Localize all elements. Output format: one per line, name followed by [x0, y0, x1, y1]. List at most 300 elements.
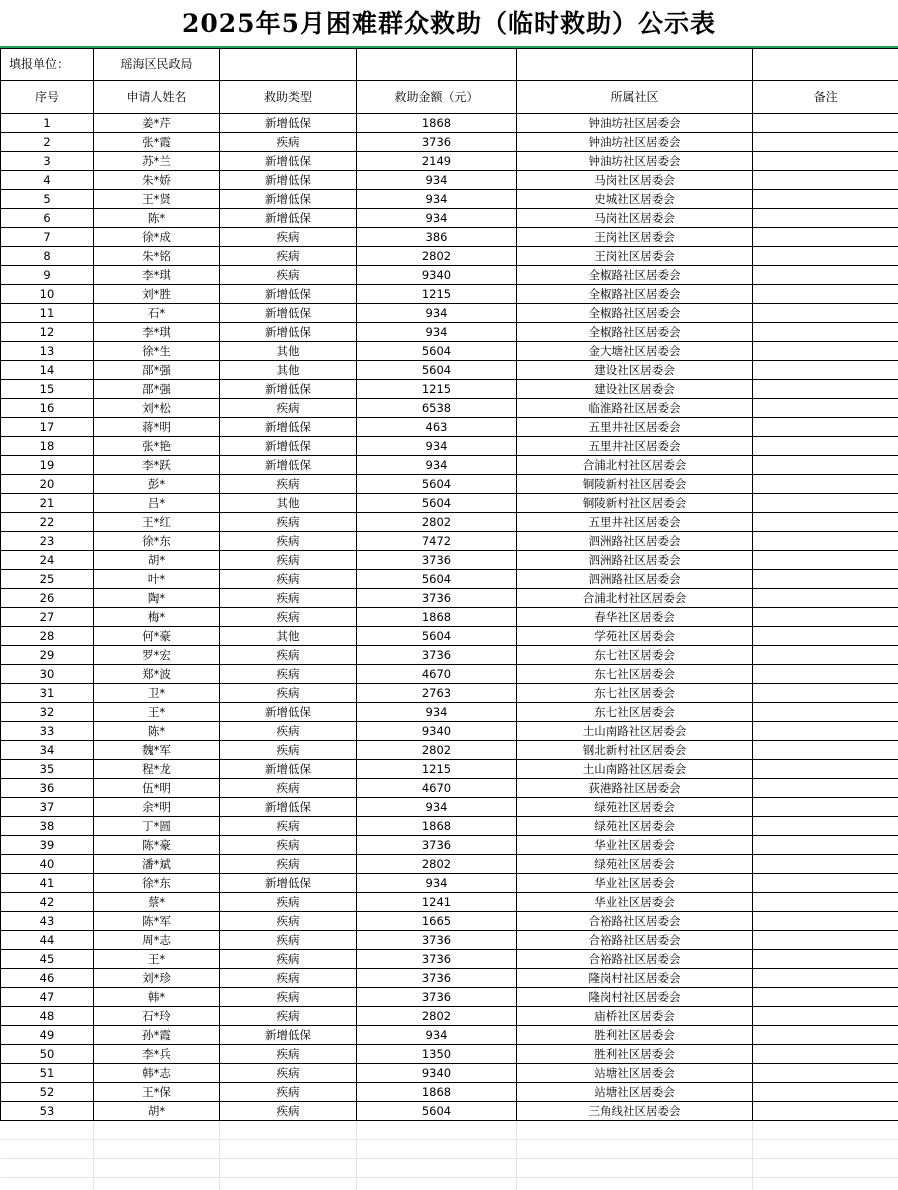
cell-index[interactable]: 16 [1, 399, 94, 418]
cell-amount[interactable]: 4670 [357, 665, 517, 684]
cell-remark[interactable] [753, 114, 898, 133]
empty-cell[interactable] [220, 1159, 357, 1178]
cell-type[interactable]: 疾病 [220, 589, 357, 608]
cell-index[interactable]: 19 [1, 456, 94, 475]
cell-index[interactable]: 14 [1, 361, 94, 380]
cell-amount[interactable]: 934 [357, 703, 517, 722]
empty-cell[interactable] [517, 1178, 753, 1190]
cell-remark[interactable] [753, 589, 898, 608]
cell-index[interactable]: 2 [1, 133, 94, 152]
cell-type[interactable]: 新增低保 [220, 437, 357, 456]
cell-community[interactable]: 泗洲路社区居委会 [517, 551, 753, 570]
cell-index[interactable]: 49 [1, 1026, 94, 1045]
cell-name[interactable]: 胡* [94, 1102, 220, 1121]
cell-community[interactable]: 绿苑社区居委会 [517, 817, 753, 836]
header-community[interactable]: 所属社区 [517, 81, 753, 114]
cell-type[interactable]: 新增低保 [220, 171, 357, 190]
cell-amount[interactable]: 3736 [357, 836, 517, 855]
cell-index[interactable]: 50 [1, 1045, 94, 1064]
cell-community[interactable]: 建设社区居委会 [517, 380, 753, 399]
cell-type[interactable]: 新增低保 [220, 380, 357, 399]
cell-remark[interactable] [753, 722, 898, 741]
cell-name[interactable]: 彭* [94, 475, 220, 494]
cell-amount[interactable]: 463 [357, 418, 517, 437]
cell-amount[interactable]: 5604 [357, 494, 517, 513]
cell-community[interactable]: 绿苑社区居委会 [517, 855, 753, 874]
cell-index[interactable]: 48 [1, 1007, 94, 1026]
cell-type[interactable]: 疾病 [220, 551, 357, 570]
cell-community[interactable]: 五里井社区居委会 [517, 513, 753, 532]
cell-name[interactable]: 王*红 [94, 513, 220, 532]
cell-amount[interactable]: 934 [357, 304, 517, 323]
cell-type[interactable]: 疾病 [220, 988, 357, 1007]
cell-amount[interactable]: 5604 [357, 342, 517, 361]
cell-community[interactable]: 泗洲路社区居委会 [517, 532, 753, 551]
cell-name[interactable]: 徐*成 [94, 228, 220, 247]
cell-community[interactable]: 隆岗村社区居委会 [517, 988, 753, 1007]
cell-community[interactable]: 胜利社区居委会 [517, 1026, 753, 1045]
cell-name[interactable]: 陈* [94, 722, 220, 741]
table-cell[interactable] [753, 49, 898, 81]
filler-label[interactable]: 填报单位： [1, 49, 94, 81]
cell-remark[interactable] [753, 1026, 898, 1045]
cell-name[interactable]: 韩* [94, 988, 220, 1007]
cell-name[interactable]: 张*霞 [94, 133, 220, 152]
cell-amount[interactable]: 2802 [357, 855, 517, 874]
cell-type[interactable]: 疾病 [220, 722, 357, 741]
cell-type[interactable]: 其他 [220, 494, 357, 513]
cell-index[interactable]: 4 [1, 171, 94, 190]
cell-community[interactable]: 建设社区居委会 [517, 361, 753, 380]
cell-community[interactable]: 绿苑社区居委会 [517, 798, 753, 817]
cell-name[interactable]: 卫* [94, 684, 220, 703]
header-type[interactable]: 救助类型 [220, 81, 357, 114]
cell-index[interactable]: 32 [1, 703, 94, 722]
cell-name[interactable]: 石* [94, 304, 220, 323]
cell-type[interactable]: 疾病 [220, 969, 357, 988]
empty-cell[interactable] [220, 1121, 357, 1140]
cell-remark[interactable] [753, 1045, 898, 1064]
cell-amount[interactable]: 1868 [357, 1083, 517, 1102]
cell-amount[interactable]: 386 [357, 228, 517, 247]
cell-index[interactable]: 37 [1, 798, 94, 817]
cell-community[interactable]: 五里井社区居委会 [517, 437, 753, 456]
cell-community[interactable]: 马岗社区居委会 [517, 171, 753, 190]
cell-amount[interactable]: 1215 [357, 760, 517, 779]
cell-type[interactable]: 疾病 [220, 1064, 357, 1083]
cell-name[interactable]: 陶* [94, 589, 220, 608]
empty-cell[interactable] [357, 1159, 517, 1178]
cell-index[interactable]: 6 [1, 209, 94, 228]
cell-remark[interactable] [753, 304, 898, 323]
cell-amount[interactable]: 3736 [357, 969, 517, 988]
cell-index[interactable]: 34 [1, 741, 94, 760]
cell-amount[interactable]: 3736 [357, 950, 517, 969]
cell-amount[interactable]: 5604 [357, 570, 517, 589]
cell-name[interactable]: 王*贤 [94, 190, 220, 209]
cell-type[interactable]: 疾病 [220, 399, 357, 418]
cell-name[interactable]: 邵*强 [94, 380, 220, 399]
cell-name[interactable]: 朱*娇 [94, 171, 220, 190]
cell-remark[interactable] [753, 133, 898, 152]
cell-index[interactable]: 3 [1, 152, 94, 171]
cell-remark[interactable] [753, 532, 898, 551]
cell-name[interactable]: 王*保 [94, 1083, 220, 1102]
cell-index[interactable]: 30 [1, 665, 94, 684]
cell-name[interactable]: 梅* [94, 608, 220, 627]
cell-remark[interactable] [753, 741, 898, 760]
cell-amount[interactable]: 5604 [357, 361, 517, 380]
cell-name[interactable]: 王* [94, 950, 220, 969]
cell-amount[interactable]: 4670 [357, 779, 517, 798]
cell-name[interactable]: 李*琪 [94, 323, 220, 342]
cell-type[interactable]: 疾病 [220, 950, 357, 969]
cell-name[interactable]: 石*玲 [94, 1007, 220, 1026]
cell-community[interactable]: 马岗社区居委会 [517, 209, 753, 228]
header-remark[interactable]: 备注 [753, 81, 898, 114]
empty-cell[interactable] [517, 1121, 753, 1140]
cell-remark[interactable] [753, 171, 898, 190]
cell-name[interactable]: 李*兵 [94, 1045, 220, 1064]
cell-index[interactable]: 11 [1, 304, 94, 323]
cell-index[interactable]: 12 [1, 323, 94, 342]
cell-type[interactable]: 其他 [220, 361, 357, 380]
cell-community[interactable]: 站塘社区居委会 [517, 1083, 753, 1102]
cell-amount[interactable]: 3736 [357, 988, 517, 1007]
cell-remark[interactable] [753, 874, 898, 893]
cell-community[interactable]: 史城社区居委会 [517, 190, 753, 209]
cell-remark[interactable] [753, 437, 898, 456]
cell-index[interactable]: 10 [1, 285, 94, 304]
cell-community[interactable]: 东七社区居委会 [517, 665, 753, 684]
cell-name[interactable]: 吕* [94, 494, 220, 513]
cell-amount[interactable]: 934 [357, 437, 517, 456]
cell-remark[interactable] [753, 703, 898, 722]
cell-community[interactable]: 合裕路社区居委会 [517, 950, 753, 969]
cell-name[interactable]: 潘*斌 [94, 855, 220, 874]
cell-name[interactable]: 程*龙 [94, 760, 220, 779]
cell-remark[interactable] [753, 798, 898, 817]
cell-remark[interactable] [753, 912, 898, 931]
cell-name[interactable]: 陈* [94, 209, 220, 228]
cell-remark[interactable] [753, 1007, 898, 1026]
cell-amount[interactable]: 2802 [357, 247, 517, 266]
cell-remark[interactable] [753, 494, 898, 513]
cell-community[interactable]: 钟油坊社区居委会 [517, 133, 753, 152]
empty-cell[interactable] [94, 1140, 220, 1159]
cell-index[interactable]: 38 [1, 817, 94, 836]
cell-type[interactable]: 新增低保 [220, 152, 357, 171]
cell-community[interactable]: 五里井社区居委会 [517, 418, 753, 437]
cell-name[interactable]: 陈*豪 [94, 836, 220, 855]
cell-remark[interactable] [753, 323, 898, 342]
cell-remark[interactable] [753, 380, 898, 399]
cell-type[interactable]: 疾病 [220, 817, 357, 836]
cell-remark[interactable] [753, 855, 898, 874]
cell-name[interactable]: 陈*军 [94, 912, 220, 931]
cell-community[interactable]: 学苑社区居委会 [517, 627, 753, 646]
cell-type[interactable]: 新增低保 [220, 190, 357, 209]
cell-amount[interactable]: 5604 [357, 627, 517, 646]
cell-type[interactable]: 新增低保 [220, 1026, 357, 1045]
cell-type[interactable]: 疾病 [220, 855, 357, 874]
cell-community[interactable]: 东七社区居委会 [517, 646, 753, 665]
cell-index[interactable]: 36 [1, 779, 94, 798]
cell-name[interactable]: 姜*芹 [94, 114, 220, 133]
cell-name[interactable]: 叶* [94, 570, 220, 589]
cell-name[interactable]: 丁*圆 [94, 817, 220, 836]
empty-cell[interactable] [753, 1121, 898, 1140]
cell-type[interactable]: 疾病 [220, 513, 357, 532]
cell-name[interactable]: 郑*波 [94, 665, 220, 684]
cell-community[interactable]: 土山南路社区居委会 [517, 722, 753, 741]
cell-remark[interactable] [753, 266, 898, 285]
cell-amount[interactable]: 2149 [357, 152, 517, 171]
cell-community[interactable]: 王岗社区居委会 [517, 228, 753, 247]
cell-name[interactable]: 周*志 [94, 931, 220, 950]
cell-community[interactable]: 胜利社区居委会 [517, 1045, 753, 1064]
cell-community[interactable]: 钢北新村社区居委会 [517, 741, 753, 760]
cell-community[interactable]: 华业社区居委会 [517, 874, 753, 893]
cell-index[interactable]: 53 [1, 1102, 94, 1121]
cell-remark[interactable] [753, 627, 898, 646]
cell-community[interactable]: 全椒路社区居委会 [517, 285, 753, 304]
cell-community[interactable]: 合裕路社区居委会 [517, 912, 753, 931]
cell-community[interactable]: 钟油坊社区居委会 [517, 114, 753, 133]
cell-remark[interactable] [753, 418, 898, 437]
cell-amount[interactable]: 1665 [357, 912, 517, 931]
cell-amount[interactable]: 3736 [357, 589, 517, 608]
cell-community[interactable]: 临淮路社区居委会 [517, 399, 753, 418]
cell-type[interactable]: 新增低保 [220, 760, 357, 779]
cell-remark[interactable] [753, 817, 898, 836]
cell-index[interactable]: 52 [1, 1083, 94, 1102]
cell-amount[interactable]: 934 [357, 190, 517, 209]
cell-type[interactable]: 疾病 [220, 475, 357, 494]
cell-type[interactable]: 新增低保 [220, 114, 357, 133]
cell-name[interactable]: 李*跃 [94, 456, 220, 475]
cell-remark[interactable] [753, 1064, 898, 1083]
empty-cell[interactable] [357, 1140, 517, 1159]
cell-name[interactable]: 韩*志 [94, 1064, 220, 1083]
empty-cell[interactable] [1, 1140, 94, 1159]
cell-index[interactable]: 22 [1, 513, 94, 532]
cell-remark[interactable] [753, 665, 898, 684]
table-cell[interactable] [357, 49, 517, 81]
cell-index[interactable]: 25 [1, 570, 94, 589]
cell-type[interactable]: 疾病 [220, 779, 357, 798]
cell-type[interactable]: 疾病 [220, 893, 357, 912]
cell-community[interactable]: 钟油坊社区居委会 [517, 152, 753, 171]
cell-amount[interactable]: 5604 [357, 475, 517, 494]
cell-index[interactable]: 31 [1, 684, 94, 703]
cell-index[interactable]: 43 [1, 912, 94, 931]
empty-cell[interactable] [357, 1121, 517, 1140]
empty-cell[interactable] [220, 1140, 357, 1159]
cell-type[interactable]: 新增低保 [220, 456, 357, 475]
cell-remark[interactable] [753, 646, 898, 665]
empty-cell[interactable] [517, 1140, 753, 1159]
empty-cell[interactable] [753, 1159, 898, 1178]
cell-remark[interactable] [753, 228, 898, 247]
cell-community[interactable]: 土山南路社区居委会 [517, 760, 753, 779]
cell-amount[interactable]: 934 [357, 456, 517, 475]
cell-amount[interactable]: 2802 [357, 741, 517, 760]
cell-type[interactable]: 新增低保 [220, 798, 357, 817]
cell-community[interactable]: 站塘社区居委会 [517, 1064, 753, 1083]
cell-name[interactable]: 朱*铭 [94, 247, 220, 266]
cell-type[interactable]: 疾病 [220, 228, 357, 247]
cell-index[interactable]: 5 [1, 190, 94, 209]
cell-name[interactable]: 徐*生 [94, 342, 220, 361]
empty-cell[interactable] [1, 1121, 94, 1140]
cell-type[interactable]: 新增低保 [220, 703, 357, 722]
cell-type[interactable]: 新增低保 [220, 418, 357, 437]
cell-amount[interactable]: 1215 [357, 380, 517, 399]
cell-index[interactable]: 45 [1, 950, 94, 969]
cell-name[interactable]: 徐*东 [94, 874, 220, 893]
cell-name[interactable]: 罗*宏 [94, 646, 220, 665]
cell-index[interactable]: 35 [1, 760, 94, 779]
cell-amount[interactable]: 934 [357, 874, 517, 893]
cell-community[interactable]: 隆岗村社区居委会 [517, 969, 753, 988]
cell-amount[interactable]: 934 [357, 171, 517, 190]
cell-amount[interactable]: 3736 [357, 133, 517, 152]
cell-type[interactable]: 疾病 [220, 665, 357, 684]
empty-cell[interactable] [753, 1140, 898, 1159]
cell-type[interactable]: 疾病 [220, 646, 357, 665]
cell-amount[interactable]: 9340 [357, 1064, 517, 1083]
cell-name[interactable]: 王* [94, 703, 220, 722]
cell-type[interactable]: 疾病 [220, 608, 357, 627]
cell-name[interactable]: 张*艳 [94, 437, 220, 456]
cell-type[interactable]: 疾病 [220, 931, 357, 950]
cell-community[interactable]: 铜陵新村社区居委会 [517, 494, 753, 513]
cell-type[interactable]: 疾病 [220, 684, 357, 703]
cell-index[interactable]: 46 [1, 969, 94, 988]
cell-amount[interactable]: 5604 [357, 1102, 517, 1121]
cell-name[interactable]: 苏*兰 [94, 152, 220, 171]
cell-remark[interactable] [753, 570, 898, 589]
empty-cell[interactable] [517, 1159, 753, 1178]
cell-index[interactable]: 40 [1, 855, 94, 874]
cell-index[interactable]: 7 [1, 228, 94, 247]
cell-remark[interactable] [753, 399, 898, 418]
cell-name[interactable]: 蔡* [94, 893, 220, 912]
cell-index[interactable]: 13 [1, 342, 94, 361]
empty-cell[interactable] [94, 1121, 220, 1140]
cell-remark[interactable] [753, 760, 898, 779]
empty-cell[interactable] [94, 1159, 220, 1178]
cell-remark[interactable] [753, 152, 898, 171]
cell-type[interactable]: 新增低保 [220, 285, 357, 304]
header-name[interactable]: 申请人姓名 [94, 81, 220, 114]
cell-remark[interactable] [753, 893, 898, 912]
empty-cell[interactable] [357, 1178, 517, 1190]
cell-amount[interactable]: 7472 [357, 532, 517, 551]
cell-amount[interactable]: 1350 [357, 1045, 517, 1064]
cell-community[interactable]: 全椒路社区居委会 [517, 304, 753, 323]
empty-cell[interactable] [94, 1178, 220, 1190]
cell-name[interactable]: 魏*军 [94, 741, 220, 760]
cell-name[interactable]: 何*豪 [94, 627, 220, 646]
cell-type[interactable]: 疾病 [220, 836, 357, 855]
cell-community[interactable]: 荻港路社区居委会 [517, 779, 753, 798]
cell-amount[interactable]: 1868 [357, 608, 517, 627]
cell-index[interactable]: 29 [1, 646, 94, 665]
cell-community[interactable]: 东七社区居委会 [517, 703, 753, 722]
cell-amount[interactable]: 2802 [357, 1007, 517, 1026]
cell-remark[interactable] [753, 988, 898, 1007]
cell-amount[interactable]: 3736 [357, 646, 517, 665]
cell-index[interactable]: 20 [1, 475, 94, 494]
cell-amount[interactable]: 1241 [357, 893, 517, 912]
cell-type[interactable]: 疾病 [220, 133, 357, 152]
cell-remark[interactable] [753, 684, 898, 703]
cell-amount[interactable]: 9340 [357, 722, 517, 741]
cell-name[interactable]: 胡* [94, 551, 220, 570]
cell-remark[interactable] [753, 209, 898, 228]
cell-name[interactable]: 蒋*明 [94, 418, 220, 437]
empty-cell[interactable] [753, 1178, 898, 1190]
cell-community[interactable]: 合浦北村社区居委会 [517, 456, 753, 475]
cell-remark[interactable] [753, 513, 898, 532]
cell-index[interactable]: 24 [1, 551, 94, 570]
empty-cell[interactable] [1, 1159, 94, 1178]
cell-remark[interactable] [753, 779, 898, 798]
cell-community[interactable]: 春华社区居委会 [517, 608, 753, 627]
cell-index[interactable]: 18 [1, 437, 94, 456]
cell-community[interactable]: 合裕路社区居委会 [517, 931, 753, 950]
cell-remark[interactable] [753, 551, 898, 570]
cell-index[interactable]: 21 [1, 494, 94, 513]
cell-type[interactable]: 疾病 [220, 247, 357, 266]
cell-community[interactable]: 华业社区居委会 [517, 893, 753, 912]
cell-amount[interactable]: 6538 [357, 399, 517, 418]
cell-index[interactable]: 9 [1, 266, 94, 285]
cell-remark[interactable] [753, 608, 898, 627]
cell-name[interactable]: 徐*东 [94, 532, 220, 551]
header-amount[interactable]: 救助金额（元） [357, 81, 517, 114]
empty-cell[interactable] [1, 1178, 94, 1190]
cell-name[interactable]: 孙*霞 [94, 1026, 220, 1045]
cell-name[interactable]: 刘*胜 [94, 285, 220, 304]
cell-remark[interactable] [753, 969, 898, 988]
cell-type[interactable]: 新增低保 [220, 874, 357, 893]
cell-type[interactable]: 疾病 [220, 1007, 357, 1026]
cell-community[interactable]: 金大塘社区居委会 [517, 342, 753, 361]
cell-remark[interactable] [753, 247, 898, 266]
cell-type[interactable]: 疾病 [220, 741, 357, 760]
cell-amount[interactable]: 1868 [357, 114, 517, 133]
header-index[interactable]: 序号 [1, 81, 94, 114]
filler-unit[interactable]: 瑶海区民政局 [94, 49, 220, 81]
cell-index[interactable]: 42 [1, 893, 94, 912]
cell-index[interactable]: 47 [1, 988, 94, 1007]
cell-type[interactable]: 新增低保 [220, 323, 357, 342]
cell-index[interactable]: 39 [1, 836, 94, 855]
cell-index[interactable]: 27 [1, 608, 94, 627]
cell-remark[interactable] [753, 456, 898, 475]
cell-amount[interactable]: 934 [357, 1026, 517, 1045]
cell-remark[interactable] [753, 1102, 898, 1121]
cell-remark[interactable] [753, 931, 898, 950]
cell-type[interactable]: 疾病 [220, 1045, 357, 1064]
cell-type[interactable]: 新增低保 [220, 209, 357, 228]
cell-remark[interactable] [753, 285, 898, 304]
cell-name[interactable]: 余*明 [94, 798, 220, 817]
cell-index[interactable]: 8 [1, 247, 94, 266]
